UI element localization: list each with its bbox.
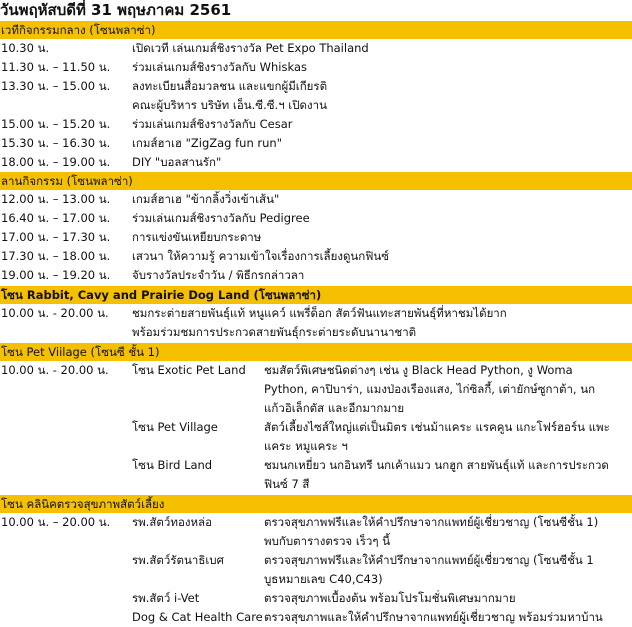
sub-zone-name: รพ.สัตว์รัตนาธิเบศ: [132, 553, 224, 567]
schedule-row: [0, 589, 632, 608]
sub-zone-name: รพ.สัตว์ i-Vet: [132, 591, 200, 605]
row-time: 10.00 น. - 20.00 น.: [1, 363, 109, 377]
sub-zone-desc: ตรวจสุขภาพฟรีและให้คำปรึกษาจากแพทย์ผู้เชี่ยวชาญ (โซนซีชั้น 1): [264, 515, 599, 529]
schedule-row: [0, 209, 632, 228]
sub-zone-name: รพ.สัตว์ทองหล่อ: [132, 515, 212, 529]
row-activity: ลงทะเบียนสื่อมวลชน และแขกผู้มีเกียรติ: [132, 79, 328, 93]
section-header: โซน Rabbit, Cavy and Prairie Dog Land (โซนพลาซ่า): [0, 286, 632, 304]
row-activity-cont: คณะผู้บริหาร บริษัท เอ็น.ซี.ซี.ฯ เปิดงาน: [132, 98, 327, 112]
schedule-row: [0, 608, 632, 627]
section-header: โซน Pet Viilage (โซนซี ชั้น 1): [0, 343, 632, 361]
section-activity-yard: [0, 172, 632, 285]
row-activity: DIY "บอลสานรัก": [132, 155, 222, 169]
schedule-row: [0, 153, 632, 172]
row-time: 11.30 น. – 11.50 น.: [1, 60, 111, 74]
row-activity: ชมกระต่ายสายพันธุ์แท้ หนูแคว์ แพรี่ด็อก สัตว์ฟันแทะสายพันธุ์ที่หาชมได้ยาก: [132, 306, 507, 320]
row-activity: เกมส์ฮาเฮ "ZigZag fun run": [132, 136, 282, 150]
sub-zone-name: โซน Pet Village: [132, 420, 218, 434]
row-time: 10.30 น.: [1, 41, 50, 55]
sub-zone-desc-cont: แก้วอิเล็กตัส และอีกมากมาย: [264, 401, 405, 415]
row-time: 19.00 น. – 19.20 น.: [1, 268, 111, 282]
sub-zone-name: โซน Exotic Pet Land: [132, 363, 246, 377]
row-activity: ร่วมเล่นเกมส์ชิงรางวัลกับ Cesar: [132, 117, 293, 131]
row-activity: เกมส์ฮาเฮ "ข้ากลิ้งวิ่งเข้าเส้น": [132, 192, 280, 206]
schedule-row: [0, 304, 632, 342]
sub-zone-desc: สัตว์เลี้ยงไซส์ใหญ่แต่เป็นมิตร เช่นม้าแคระ แรคคูน แกะโฟร์ฮอร์น แพะ: [264, 420, 610, 434]
schedule-row: [0, 190, 632, 209]
row-activity-cont: พร้อมร่วมชมการประกวดสายพันธุ์กระต่ายระดับนานาชาติ: [132, 325, 417, 339]
sub-zone-desc-cont: พบกับตารางตรวจ เร็วๆ นี้: [264, 534, 391, 548]
row-time: 10.00 น. – 20.00 น.: [1, 515, 111, 529]
schedule-row: [0, 551, 632, 589]
schedule-row: [0, 77, 632, 115]
row-time: 15.30 น. – 16.30 น.: [1, 136, 111, 150]
schedule-row: [0, 134, 632, 153]
section-main-stage: [0, 21, 632, 172]
section-header: ลานกิจกรรม (โซนพลาซ่า): [0, 172, 632, 190]
row-activity: จับรางวัลประจำวัน / พิธีกรกล่าวลา: [132, 268, 305, 282]
row-activity: เสวนา ให้ความรู้ ความเข้าใจเรื่องการเลี้ยงดูนกฟินซ์: [132, 249, 390, 263]
row-time: 13.30 น. – 15.00 น.: [1, 79, 111, 93]
schedule-row: [0, 456, 632, 494]
sub-zone-desc: ตรวจสุขภาพและให้คำปรึกษาจากแพทย์ผู้เชี่ยวชาญ พร้อมร่วมหาบ้าน: [264, 610, 603, 624]
sub-zone-desc-cont: แคระ หมูแคระ ฯ: [264, 439, 348, 453]
sub-zone-desc-cont: ฟินซ์ 7 สี: [264, 477, 310, 491]
sub-zone-name: Dog & Cat Health Care: [132, 610, 263, 624]
schedule-row: [0, 228, 632, 247]
section-pet-village: [0, 343, 632, 494]
row-time: 18.00 น. – 19.00 น.: [1, 155, 111, 169]
schedule-row: [0, 266, 632, 285]
section-health-clinic: [0, 495, 632, 627]
sub-zone-desc-cont: Python, คาปิบาร่า, แมงป่องเรืองแสง, ไก่ซิลกี้, เต่ายักษ์ซูกาต้า, นก: [264, 382, 596, 396]
row-time: 10.00 น. - 20.00 น.: [1, 306, 109, 320]
section-rabbit-zone: [0, 286, 632, 342]
sub-zone-desc: ชมนกเหยี่ยว นกอินทรี นกเค้าแมว นกฮูก สายพันธุ์แท้ และการประกวด: [264, 458, 609, 472]
sub-zone-desc-cont: บูธหมายเลข C40,C43): [264, 572, 383, 586]
schedule-row: [0, 39, 632, 58]
sub-zone-desc: ตรวจสุขภาพเบื้องต้น พร้อมโปรโมชั่นพิเศษมากมาย: [264, 591, 516, 605]
schedule-row: [0, 58, 632, 77]
row-activity: ร่วมเล่นเกมส์ชิงรางวัลกับ Whiskas: [132, 60, 307, 74]
sub-zone-desc: ตรวจสุขภาพฟรีและให้คำปรึกษาจากแพทย์ผู้เชี่ยวชาญ (โซนซีชั้น 1: [264, 553, 594, 567]
row-time: 12.00 น. – 13.00 น.: [1, 192, 111, 206]
schedule-row: [0, 361, 632, 418]
section-header: โซน คลินิคตรวจสุขภาพสัตว์เลี้ยง: [0, 495, 632, 513]
schedule-row: [0, 513, 632, 551]
row-time: 15.00 น. – 15.20 น.: [1, 117, 111, 131]
schedule-row: [0, 418, 632, 456]
schedule-row: [0, 115, 632, 134]
sub-zone-name: โซน Bird Land: [132, 458, 213, 472]
row-activity: เปิดเวที เล่นเกมส์ชิงรางวัล Pet Expo Thailand: [132, 41, 369, 55]
page-title: วันพฤหัสบดีที่ 31 พฤษภาคม 2561: [0, 1, 232, 19]
row-activity: การแข่งขันเหยียบกระดาษ: [132, 230, 262, 244]
sub-zone-desc: ชมสัตว์พิเศษชนิดต่างๆ เช่น งู Black Head Python, งู Woma: [264, 363, 573, 377]
section-header: เวทีกิจกรรมกลาง (โซนพลาซ่า): [0, 21, 632, 39]
row-time: 16.40 น. – 17.00 น.: [1, 211, 111, 225]
row-time: 17.30 น. – 18.00 น.: [1, 249, 111, 263]
row-activity: ร่วมเล่นเกมส์ชิงรางวัลกับ Pedigree: [132, 211, 310, 225]
schedule-row: [0, 247, 632, 266]
row-time: 17.00 น. – 17.30 น.: [1, 230, 111, 244]
